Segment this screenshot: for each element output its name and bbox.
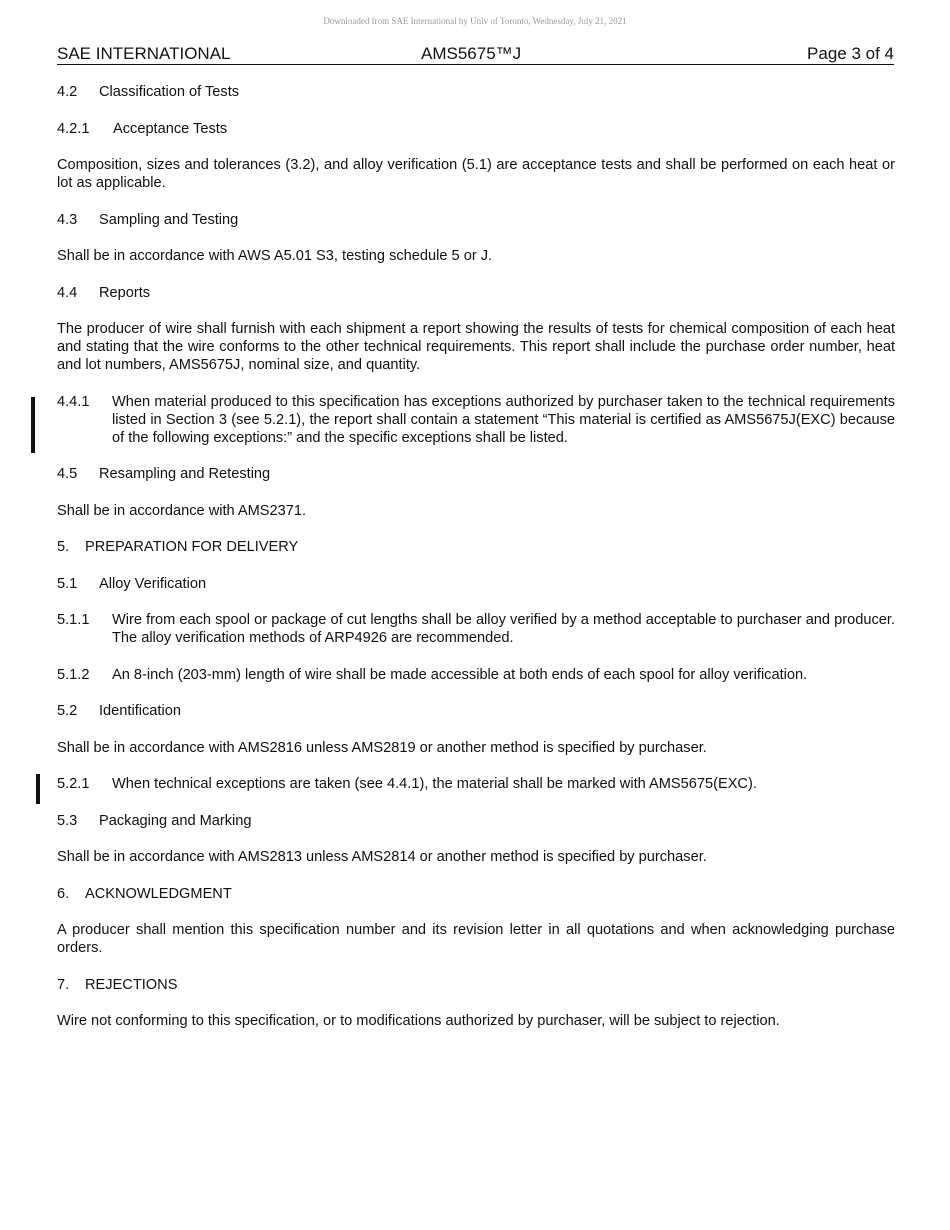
page-header <box>57 44 894 65</box>
section-heading-4-5: 4.5 Resampling and Retesting <box>57 466 271 482</box>
subsection-4-4-1: 4.4.1 When material produced to this specification has exceptions authorized by purchaser taken to the technical requirements listed in Section 3 (see 5.2.1), the report shall contain a statement “This material is certified as AMS5675J(EXC) because of the following exceptions:” and the specific exceptions shall be listed. <box>57 393 895 446</box>
header-organization: SAE INTERNATIONAL <box>57 44 231 63</box>
section-heading-7: 7. REJECTIONS <box>57 976 178 993</box>
paragraph-4-5: Shall be in accordance with AMS2371. <box>57 502 307 519</box>
paragraph-4-4: The producer of wire shall furnish with each shipment a report showing the results of tests for chemical composition of each heat and stating that the wire conforms to the other technical requirements. This report shall include the purchase order number, heat and lot numbers, AMS5675J, nominal size, and quantity. <box>57 321 895 373</box>
revision-change-bar <box>31 397 35 453</box>
subsection-5-1-2: 5.1.2 An 8-inch (203-mm) length of wire shall be made accessible at both ends of each spool for alloy verification. <box>57 666 808 683</box>
document-body <box>57 83 895 1049</box>
paragraph-5-3: Shall be in accordance with AMS2813 unless AMS2814 or another method is specified by purchaser. <box>57 849 707 865</box>
header-document-number: AMS5675™J <box>421 44 522 63</box>
section-heading-6: 6. ACKNOWLEDGMENT <box>57 885 232 902</box>
paragraph-5-2: Shall be in accordance with AMS2816 unless AMS2819 or another method is specified by purchaser. <box>57 739 707 756</box>
download-watermark: Downloaded from SAE International by Univ of Toronto, Wednesday, July 21, 2021 <box>323 16 627 26</box>
section-heading-4-3: 4.3 Sampling and Testing <box>57 211 239 228</box>
section-heading-4-2: 4.2 Classification of Tests <box>57 84 240 100</box>
subsection-5-2-1: 5.2.1 When technical exceptions are taken (see 4.4.1), the material shall be marked with AMS5675(EXC). <box>57 776 757 792</box>
revision-change-bar <box>36 774 40 804</box>
section-heading-5-2: 5.2 Identification <box>57 703 181 719</box>
paragraph-4-2-1: Composition, sizes and tolerances (3.2), and alloy verification (5.1) are acceptance tests and shall be performed on each heat or lot as applicable. <box>57 157 895 191</box>
section-heading-5-3: 5.3 Packaging and Marking <box>57 812 252 829</box>
header-page-number: Page 3 of 4 <box>807 44 894 63</box>
subsection-5-1-1: 5.1.1 Wire from each spool or package of cut lengths shall be alloy verified by a method acceptable to purchaser and producer. The alloy verification methods of ARP4926 are recommended. <box>57 612 895 646</box>
paragraph-4-3: Shall be in accordance with AWS A5.01 S3, testing schedule 5 or J. <box>57 248 493 264</box>
section-heading-5: 5. PREPARATION FOR DELIVERY <box>57 539 299 555</box>
section-heading-4-4: 4.4 Reports <box>57 284 151 301</box>
section-heading-4-2-1: 4.2.1 Acceptance Tests <box>57 120 228 137</box>
section-heading-5-1: 5.1 Alloy Verification <box>57 575 207 592</box>
paragraph-6: A producer shall mention this specification number and its revision letter in all quotations and when acknowledging purchase orders. <box>57 922 895 956</box>
paragraph-7: Wire not conforming to this specification, or to modifications authorized by purchaser, will be subject to rejection. <box>57 1013 780 1029</box>
